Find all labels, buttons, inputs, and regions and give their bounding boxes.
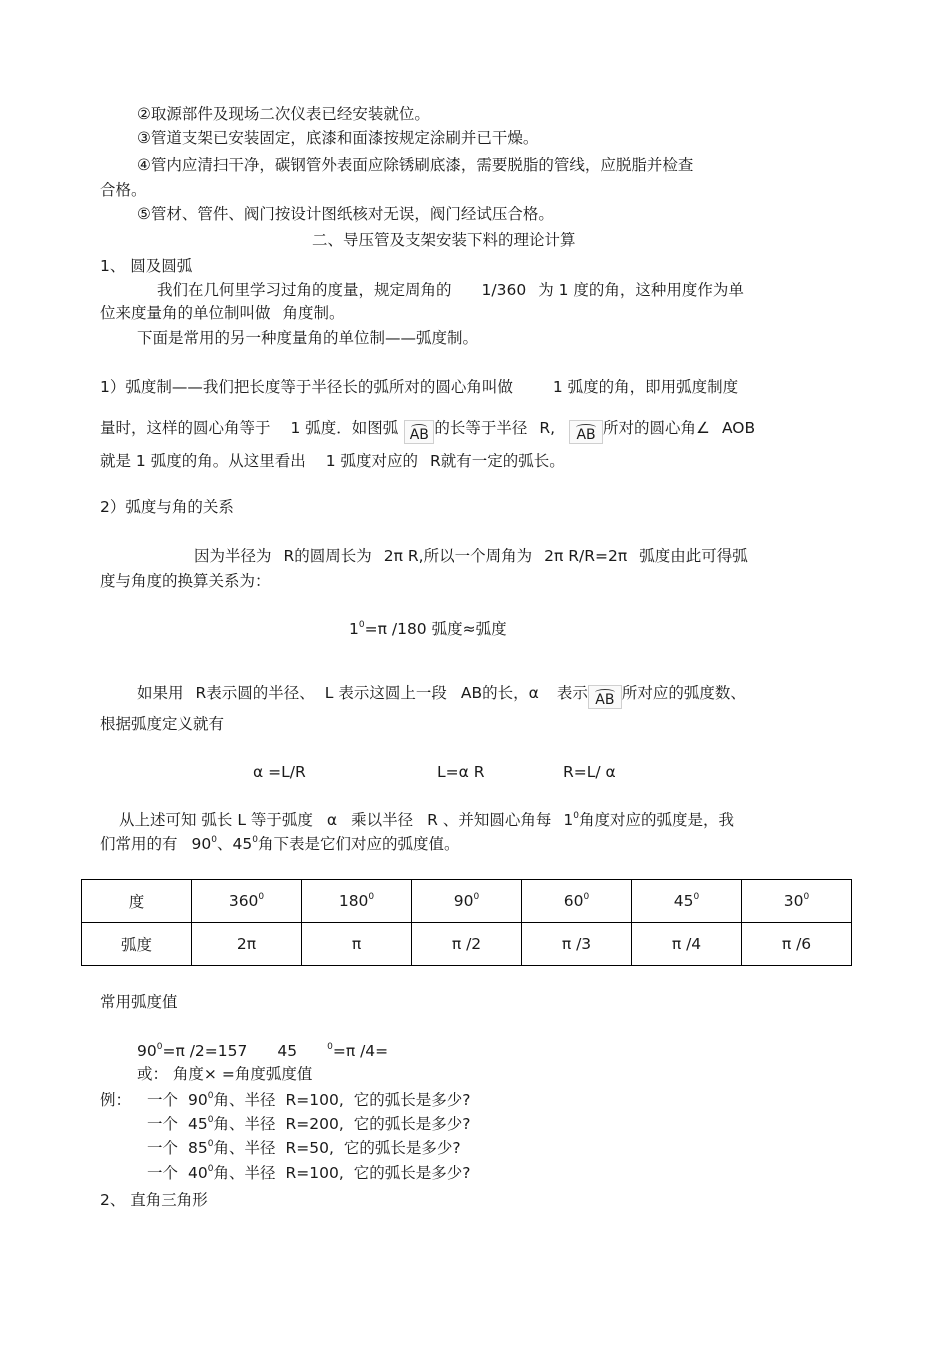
common-values-title: 常用弧度值: [100, 993, 178, 1011]
relation-text-1: 因为半径为 R的圆周长为 2π R,所以一个周角为 2π R/R=2π 弧度由此可得弧: [194, 547, 748, 565]
table-cell: π: [302, 923, 412, 966]
paragraph-degree-2: 位来度量角的单位制叫做 角度制。: [100, 304, 345, 322]
table-cell: π /2: [412, 923, 522, 966]
table-row: [82, 880, 852, 923]
prereq-item-4: ④管内应清扫干净，碳钢管外表面应除锈刷底漆，需要脱脂的管线，应脱脂并检查: [137, 156, 694, 174]
arc-length-text-2: 根据弧度定义就有: [100, 715, 225, 733]
radian-definition-1: 1）弧度制——我们把长度等于半径长的弧所对的圆心角叫做 1 弧度的角，即用弧度制度: [100, 378, 739, 396]
example-4: 一个 $40^0$角、半径 R=100, 它的弧长是多少?: [147, 1164, 471, 1182]
paragraph-radian-intro: 下面是常用的另一种度量角的单位制——弧度制。: [137, 329, 479, 347]
table-cell: $60^0$: [522, 880, 632, 923]
table-cell: $360^0$: [192, 880, 302, 923]
table-cell: π /3: [522, 923, 632, 966]
subsection-title-2: 2、 直角三角形: [100, 1191, 208, 1209]
table-cell: $90^0$: [412, 880, 522, 923]
table-cell: 2π: [192, 923, 302, 966]
prereq-item-4-cont: 合格。: [100, 181, 147, 199]
arc-ab-icon: AB: [404, 420, 434, 444]
example-label: 例：: [100, 1091, 132, 1109]
equation-radius: R=L/ α: [563, 763, 616, 781]
table-cell: 弧度: [82, 923, 192, 966]
table-cell: 度: [82, 880, 192, 923]
prereq-item-5: ⑤管材、管件、阀门按设计图纸核对无误，阀门经试压合格。: [137, 205, 554, 223]
conversion-formula: $1^0=\pi$ /180 弧度≈弧度: [349, 620, 507, 638]
subsection-relation: 2）弧度与角的关系: [100, 498, 234, 516]
example-1: 一个 $90^0$角、半径 R=100, 它的弧长是多少?: [147, 1091, 471, 1109]
table-cell: $180^0$: [302, 880, 412, 923]
table-cell: $30^0$: [742, 880, 852, 923]
common-values-line-2: 或： 角度× =角度弧度值: [137, 1065, 313, 1083]
example-2: 一个 $45^0$角、半径 R=200, 它的弧长是多少?: [147, 1115, 471, 1133]
summary-text-1: 从上述可知 弧长 L 等于弧度 α 乘以半径 R 、并知圆心角每 $1^0$角度对应的弧度是，我: [119, 811, 734, 829]
table-cell: π /6: [742, 923, 852, 966]
arc-ab-icon: AB: [569, 420, 603, 444]
prereq-item-3: ③管道支架已安装固定，底漆和面漆按规定涂刷并已干燥。: [137, 129, 539, 147]
radian-table: [81, 879, 852, 966]
section-heading: 二、导压管及支架安装下料的理论计算: [312, 231, 576, 249]
relation-text-2: 度与角度的换算关系为：: [100, 572, 271, 590]
summary-text-2: 们常用的有 $90^0$、$45^0$角下表是它们对应的弧度值。: [100, 835, 460, 853]
prereq-item-2: ②取源部件及现场二次仪表已经安装就位。: [137, 105, 430, 123]
table-cell: π /4: [632, 923, 742, 966]
paragraph-degree-1: 我们在几何里学习过角的度量，规定周角的 1/360 为 1 度的角，这种用度作为单: [157, 281, 744, 299]
table-cell: $45^0$: [632, 880, 742, 923]
arc-ab-icon: AB: [588, 685, 622, 709]
equation-alpha: α =L/R: [253, 763, 306, 781]
arc-length-text-1: 如果用 R表示圆的半径、 L 表示这圆上一段 AB的长，α 表示 AB 所对应的弧度数、: [137, 684, 746, 708]
subsection-title-1: 1、 圆及圆弧: [100, 257, 193, 275]
example-3: 一个 $85^0$角、半径 R=50, 它的弧长是多少?: [147, 1139, 461, 1157]
radian-definition-2: 量时，这样的圆心角等于 1 弧度．如图弧 AB 的长等于半径 R, AB 所对的圆心角∠ AOB: [100, 419, 756, 443]
radian-definition-3: 就是 1 弧度的角。从这里看出 1 弧度对应的 R就有一定的弧长。: [100, 452, 565, 470]
equation-length: L=α R: [437, 763, 485, 781]
table-row: [82, 923, 852, 966]
common-values-line-1: $90^0=\pi$ /2=157 45 $^0$=π /4=: [137, 1042, 389, 1060]
